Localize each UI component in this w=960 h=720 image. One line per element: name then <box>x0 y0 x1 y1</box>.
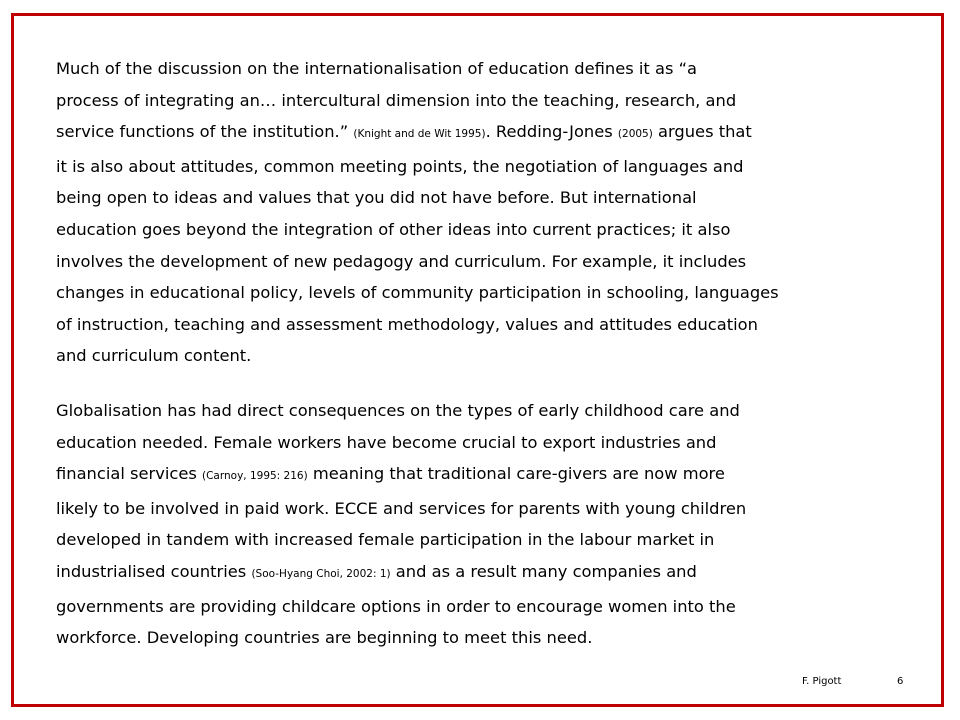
page-number: 6 <box>897 676 904 687</box>
text-segment: and as a result many companies and <box>390 561 697 581</box>
text-segment: . Redding-Jones <box>485 122 618 142</box>
text-line: Globalisation has had direct consequences on the types of early childhood care and <box>56 401 740 420</box>
text-line <box>56 116 922 151</box>
text-line: Much of the discussion on the internationalisation of education defines it as “a <box>56 59 698 78</box>
citation-soo-hyang-choi: (Soo-Hyang Choi, 2002: 1) <box>251 567 391 580</box>
text-segment: industrialised countries <box>56 561 252 581</box>
text-line: education goes beyond the integration of other ideas into current practices; it also <box>56 219 731 239</box>
text-line: changes in educational policy, levels of community participation in schooling, languages <box>56 283 779 303</box>
footer-author: F. Pigott <box>802 676 842 687</box>
text-line <box>56 556 922 591</box>
text-line: involves the development of new pedagogy and curriculum. For example, it includes <box>56 251 747 271</box>
text-line: and curriculum content. <box>56 346 252 366</box>
text-line: likely to be involved in paid work. ECCE and services for parents with young children <box>56 498 747 518</box>
text-segment: service functions of the institution.” <box>56 122 354 142</box>
text-line: of instruction, teaching and assessment methodology, values and attitudes education <box>56 314 758 334</box>
citation-carnoy: (Carnoy, 1995: 216) <box>202 470 308 483</box>
text-line <box>56 458 922 493</box>
text-segment: meaning that traditional care-givers are now more <box>307 464 725 484</box>
paragraph-internationalisation <box>56 53 922 372</box>
text-line: education needed. Female workers have become crucial to export industries and <box>56 432 717 452</box>
text-line: workforce. Developing countries are beginning to meet this need. <box>56 628 593 648</box>
paragraph-globalisation <box>56 395 922 654</box>
text-line: process of integrating an… intercultural dimension into the teaching, research, and <box>56 90 737 110</box>
text-segment: argues that <box>652 122 752 142</box>
text-segment: financial services <box>56 464 202 484</box>
citation-redding-jones: (2005) <box>617 128 653 141</box>
text-line: governments are providing childcare options in order to encourage women into the <box>56 596 736 616</box>
citation-knight-de-wit: (Knight and de Wit 1995) <box>353 128 486 141</box>
text-line: it is also about attitudes, common meeting points, the negotiation of languages and <box>56 156 744 176</box>
text-line: being open to ideas and values that you did not have before. But international <box>56 188 697 208</box>
text-line: developed in tandem with increased female participation in the labour market in <box>56 530 715 550</box>
